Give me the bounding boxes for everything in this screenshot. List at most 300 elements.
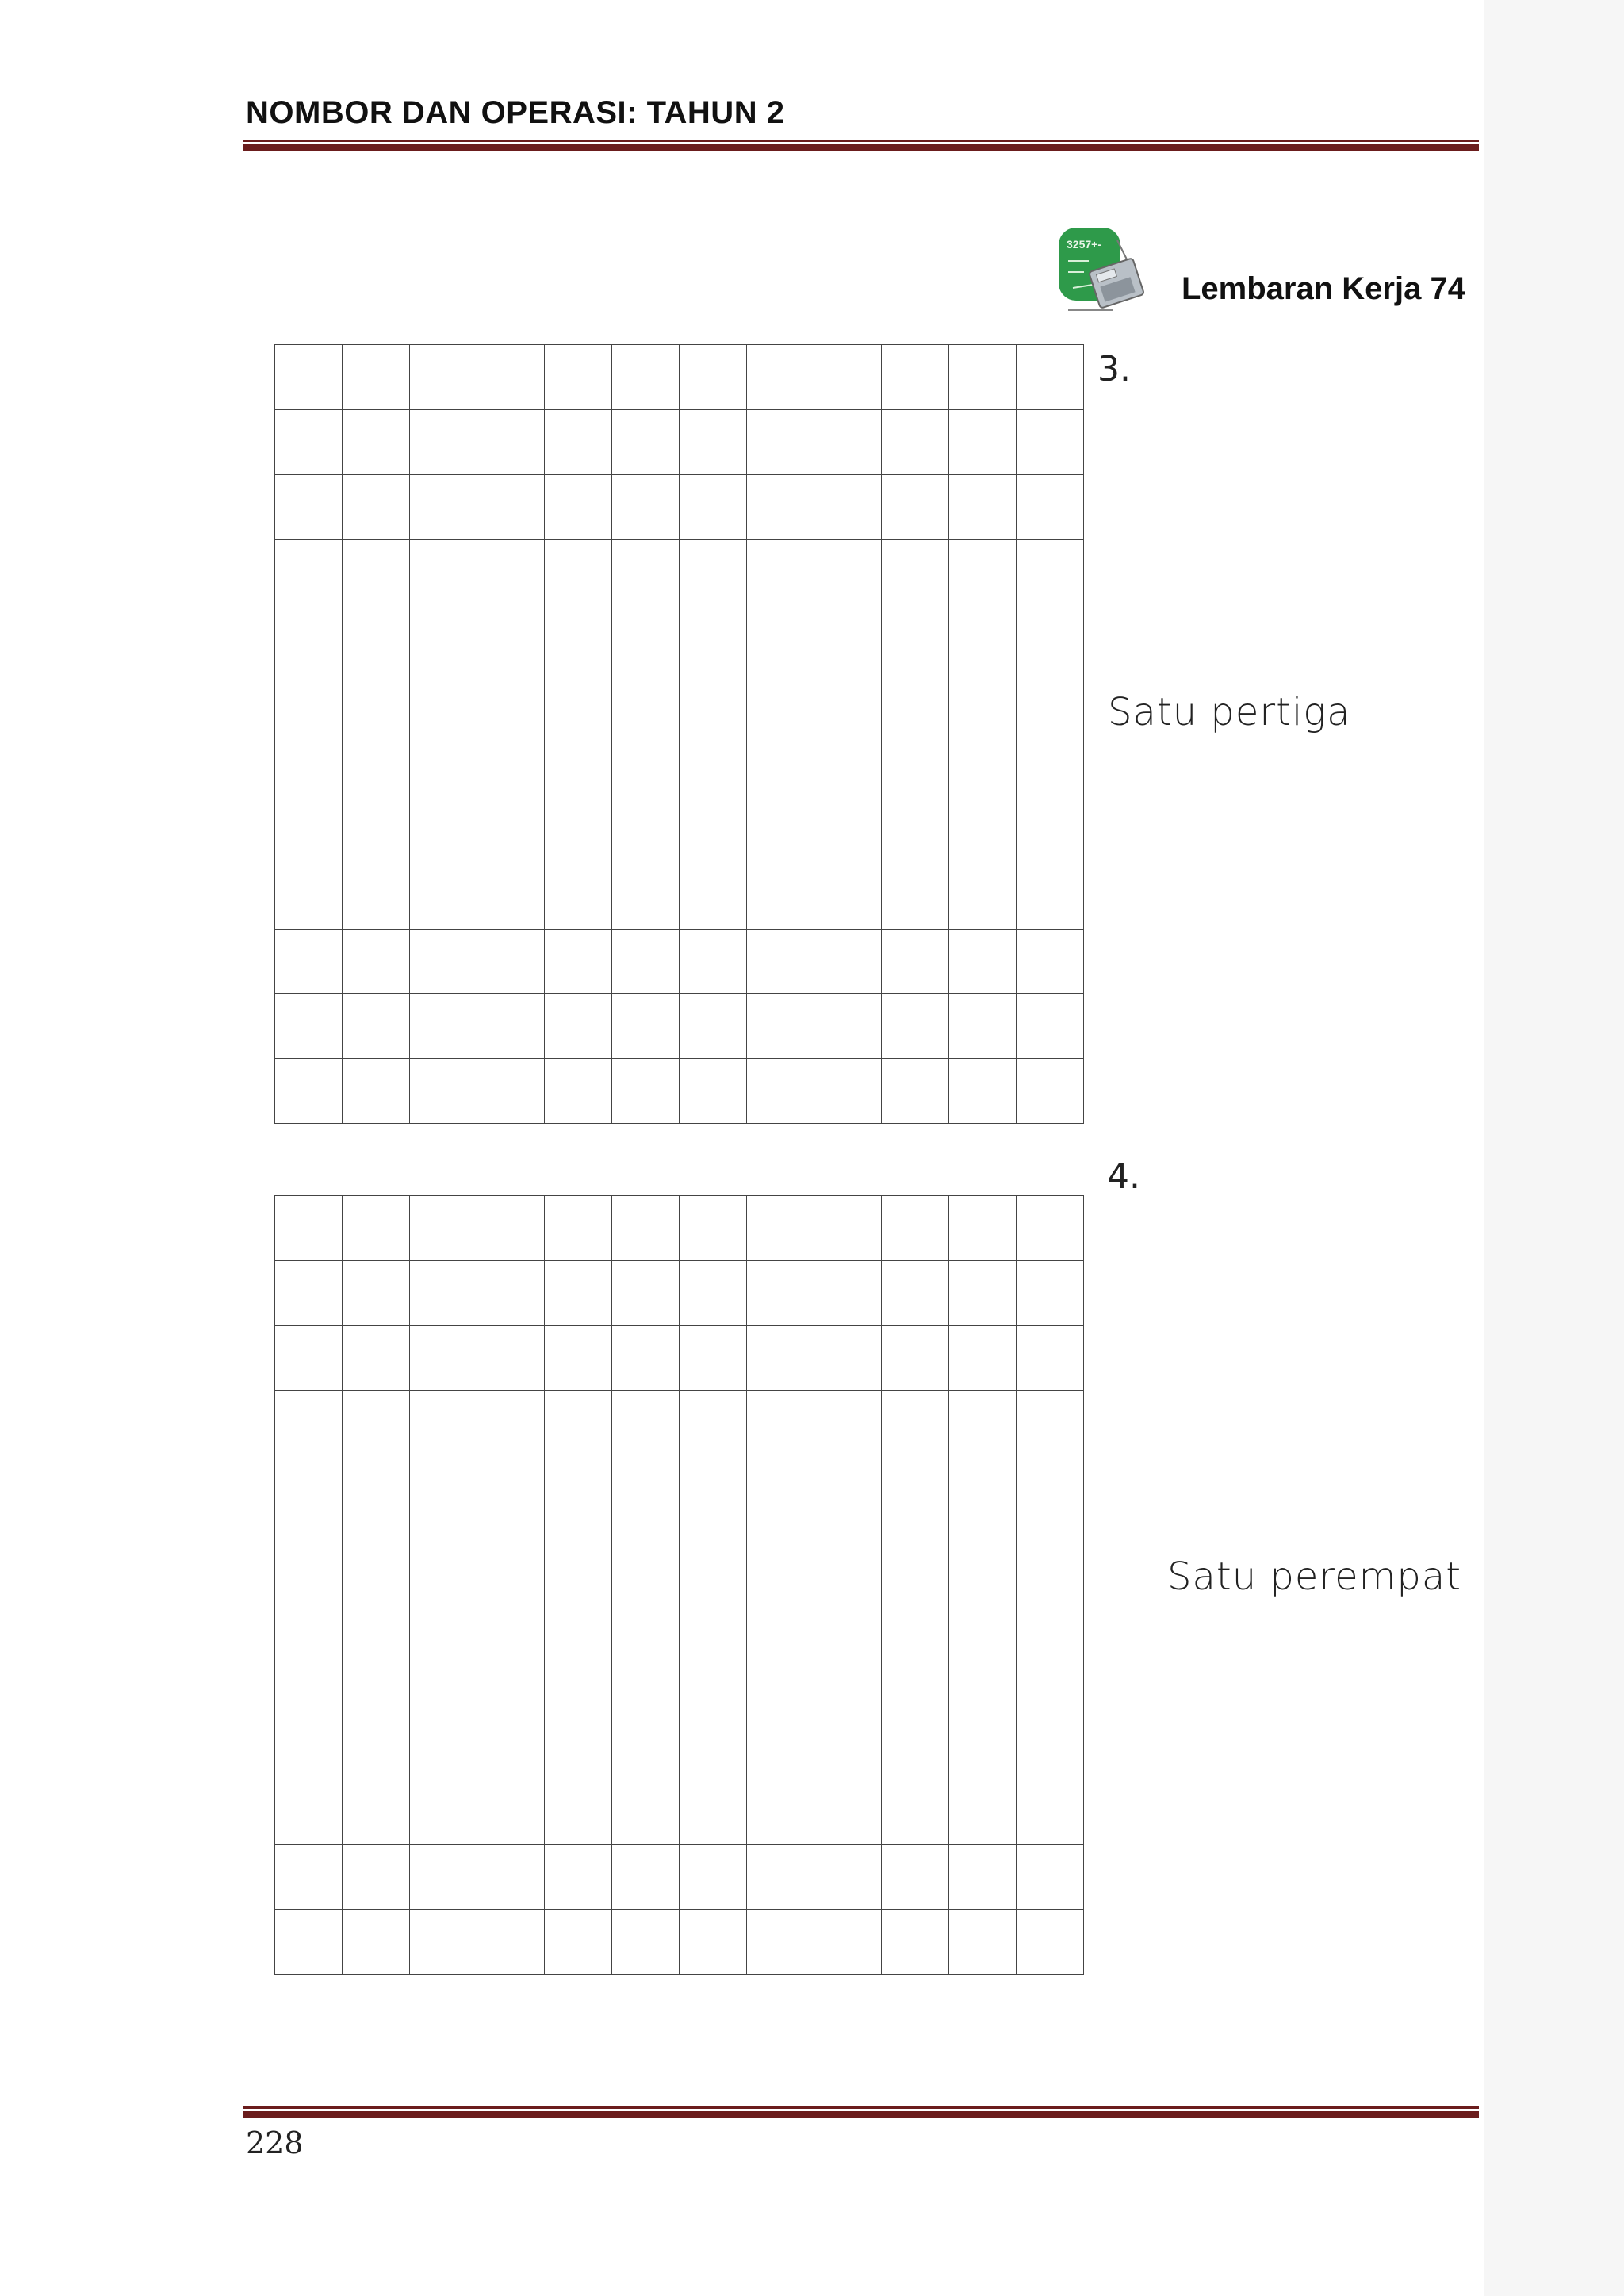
grid-cell[interactable] <box>1017 1326 1084 1391</box>
grid-cell[interactable] <box>545 345 612 410</box>
grid-cell[interactable] <box>612 1910 680 1975</box>
grid-cell[interactable] <box>949 1520 1017 1585</box>
grid-cell[interactable] <box>343 604 410 669</box>
grid-cell[interactable] <box>1017 1585 1084 1650</box>
grid-cell[interactable] <box>680 734 747 799</box>
grid-cell[interactable] <box>949 475 1017 540</box>
grid-cell[interactable] <box>545 604 612 669</box>
grid-cell[interactable] <box>1017 410 1084 475</box>
grid-cell[interactable] <box>410 475 477 540</box>
grid-cell[interactable] <box>477 1455 545 1520</box>
grid-cell[interactable] <box>1017 799 1084 864</box>
grid-cell[interactable] <box>410 1650 477 1715</box>
grid-cell[interactable] <box>949 864 1017 930</box>
grid-cell[interactable] <box>1017 345 1084 410</box>
grid-cell[interactable] <box>410 1455 477 1520</box>
grid-cell[interactable] <box>747 345 814 410</box>
grid-cell[interactable] <box>275 1455 343 1520</box>
grid-cell[interactable] <box>477 410 545 475</box>
grid-cell[interactable] <box>680 799 747 864</box>
grid-cell[interactable] <box>343 410 410 475</box>
grid-cell[interactable] <box>275 864 343 930</box>
grid-cell[interactable] <box>747 1845 814 1910</box>
grid-cell[interactable] <box>949 1261 1017 1326</box>
grid-cell[interactable] <box>612 540 680 605</box>
grid-cell[interactable] <box>882 1059 949 1124</box>
grid-cell[interactable] <box>545 475 612 540</box>
grid-cell[interactable] <box>747 799 814 864</box>
grid-cell[interactable] <box>275 540 343 605</box>
grid-cell[interactable] <box>477 799 545 864</box>
grid-cell[interactable] <box>612 1059 680 1124</box>
grid-cell[interactable] <box>343 930 410 995</box>
grid-cell[interactable] <box>747 1715 814 1780</box>
grid-cell[interactable] <box>1017 994 1084 1059</box>
grid-cell[interactable] <box>343 1650 410 1715</box>
grid-cell[interactable] <box>343 799 410 864</box>
grid-cell[interactable] <box>477 1780 545 1846</box>
grid-cell[interactable] <box>410 669 477 734</box>
grid-cell[interactable] <box>949 994 1017 1059</box>
grid-cell[interactable] <box>545 1455 612 1520</box>
grid-cell[interactable] <box>545 1059 612 1124</box>
grid-cell[interactable] <box>612 475 680 540</box>
grid-cell[interactable] <box>814 734 882 799</box>
grid-cell[interactable] <box>477 1910 545 1975</box>
grid-cell[interactable] <box>545 540 612 605</box>
grid-cell[interactable] <box>410 1585 477 1650</box>
grid-cell[interactable] <box>410 345 477 410</box>
grid-cell[interactable] <box>275 1585 343 1650</box>
grid-cell[interactable] <box>545 799 612 864</box>
grid-cell[interactable] <box>410 864 477 930</box>
grid-cell[interactable] <box>882 799 949 864</box>
grid-cell[interactable] <box>545 1910 612 1975</box>
grid-cell[interactable] <box>949 1650 1017 1715</box>
grid-cell[interactable] <box>343 1455 410 1520</box>
grid-cell[interactable] <box>477 1391 545 1456</box>
grid-cell[interactable] <box>680 1261 747 1326</box>
grid-cell[interactable] <box>814 1650 882 1715</box>
grid-cell[interactable] <box>275 734 343 799</box>
grid-cell[interactable] <box>882 1780 949 1846</box>
grid-cell[interactable] <box>680 930 747 995</box>
grid-cell[interactable] <box>612 1261 680 1326</box>
grid-cell[interactable] <box>747 1520 814 1585</box>
grid-cell[interactable] <box>814 799 882 864</box>
grid-cell[interactable] <box>275 604 343 669</box>
grid-cell[interactable] <box>343 540 410 605</box>
grid-cell[interactable] <box>343 1326 410 1391</box>
grid-cell[interactable] <box>814 345 882 410</box>
grid-cell[interactable] <box>612 1585 680 1650</box>
grid-cell[interactable] <box>612 1326 680 1391</box>
grid-cell[interactable] <box>1017 1059 1084 1124</box>
grid-cell[interactable] <box>410 930 477 995</box>
grid-cell[interactable] <box>882 734 949 799</box>
grid-cell[interactable] <box>612 1650 680 1715</box>
question-text: Satu pertiga <box>1108 690 1351 734</box>
grid-cell[interactable] <box>1017 1715 1084 1780</box>
grid-cell[interactable] <box>814 994 882 1059</box>
grid-cell[interactable] <box>275 1715 343 1780</box>
grid-cell[interactable] <box>545 1196 612 1261</box>
grid-cell[interactable] <box>545 1585 612 1650</box>
question-number: 3. <box>1097 349 1131 389</box>
grid-cell[interactable] <box>545 734 612 799</box>
grid-cell[interactable] <box>410 1520 477 1585</box>
grid-cell[interactable] <box>882 1845 949 1910</box>
grid-cell[interactable] <box>477 345 545 410</box>
grid-cell[interactable] <box>1017 1845 1084 1910</box>
grid-cell[interactable] <box>545 1520 612 1585</box>
grid-cell[interactable] <box>275 1780 343 1846</box>
grid-cell[interactable] <box>680 1780 747 1846</box>
grid-cell[interactable] <box>882 1650 949 1715</box>
grid-cell[interactable] <box>275 799 343 864</box>
grid-cell[interactable] <box>949 930 1017 995</box>
grid-cell[interactable] <box>612 930 680 995</box>
grid-cell[interactable] <box>1017 1650 1084 1715</box>
grid-cell[interactable] <box>343 1585 410 1650</box>
grid-cell[interactable] <box>949 669 1017 734</box>
grid-cell[interactable] <box>949 1326 1017 1391</box>
grid-cell[interactable] <box>949 410 1017 475</box>
grid-cell[interactable] <box>814 1196 882 1261</box>
grid-cell[interactable] <box>1017 1520 1084 1585</box>
grid-cell[interactable] <box>612 1845 680 1910</box>
grid-cell[interactable] <box>410 1845 477 1910</box>
grid-cell[interactable] <box>410 1261 477 1326</box>
grid-cell[interactable] <box>882 994 949 1059</box>
grid-cell[interactable] <box>410 1780 477 1846</box>
grid-cell[interactable] <box>882 669 949 734</box>
grid-cell[interactable] <box>545 1326 612 1391</box>
grid-cell[interactable] <box>882 1326 949 1391</box>
grid-cell[interactable] <box>814 930 882 995</box>
grid-cell[interactable] <box>949 540 1017 605</box>
grid-cell[interactable] <box>1017 930 1084 995</box>
grid-cell[interactable] <box>680 1196 747 1261</box>
grid-cell[interactable] <box>612 1455 680 1520</box>
grid-cell[interactable] <box>814 604 882 669</box>
grid-cell[interactable] <box>275 1391 343 1456</box>
grid-cell[interactable] <box>747 1455 814 1520</box>
grid-cell[interactable] <box>680 1910 747 1975</box>
question-text: Satu perempat <box>1167 1554 1462 1599</box>
grid-cell[interactable] <box>477 734 545 799</box>
grid-cell[interactable] <box>814 1780 882 1846</box>
grid-cell[interactable] <box>747 1261 814 1326</box>
grid-cell[interactable] <box>680 604 747 669</box>
grid-cell[interactable] <box>882 604 949 669</box>
grid-cell[interactable] <box>949 604 1017 669</box>
grid-cell[interactable] <box>477 1196 545 1261</box>
grid-cell[interactable] <box>747 1196 814 1261</box>
square-grid[interactable] <box>274 1195 1084 1975</box>
grid-cell[interactable] <box>882 540 949 605</box>
grid-cell[interactable] <box>680 1520 747 1585</box>
grid-cell[interactable] <box>949 1455 1017 1520</box>
footer-divider <box>243 2106 1479 2118</box>
grid-cell[interactable] <box>680 1715 747 1780</box>
grid-cell[interactable] <box>477 994 545 1059</box>
grid-cell[interactable] <box>275 1910 343 1975</box>
grid-cell[interactable] <box>275 1845 343 1910</box>
grid-cell[interactable] <box>477 1585 545 1650</box>
grid-cell[interactable] <box>680 864 747 930</box>
grid-cell[interactable] <box>612 799 680 864</box>
grid-cell[interactable] <box>612 1780 680 1846</box>
grid-cell[interactable] <box>747 1910 814 1975</box>
grid-cell[interactable] <box>343 864 410 930</box>
grid-cell[interactable] <box>747 475 814 540</box>
grid-cell[interactable] <box>949 1585 1017 1650</box>
grid-cell[interactable] <box>747 1391 814 1456</box>
grid-cell[interactable] <box>410 1910 477 1975</box>
grid-cell[interactable] <box>949 1780 1017 1846</box>
grid-cell[interactable] <box>814 1520 882 1585</box>
grid-cell[interactable] <box>1017 604 1084 669</box>
grid-cell[interactable] <box>747 864 814 930</box>
question-number: 4. <box>1107 1156 1140 1197</box>
grid-cell[interactable] <box>477 1715 545 1780</box>
grid-cell[interactable] <box>612 1391 680 1456</box>
grid-cell[interactable] <box>343 1520 410 1585</box>
grid-cell[interactable] <box>747 410 814 475</box>
grid-cell[interactable] <box>882 1455 949 1520</box>
grid-cell[interactable] <box>949 1910 1017 1975</box>
grid-cell[interactable] <box>814 669 882 734</box>
grid-cell[interactable] <box>814 475 882 540</box>
grid-cell[interactable] <box>882 1391 949 1456</box>
grid-cell[interactable] <box>477 1845 545 1910</box>
grid-cell[interactable] <box>1017 1391 1084 1456</box>
square-grid[interactable] <box>274 344 1084 1124</box>
grid-cell[interactable] <box>680 1650 747 1715</box>
grid-cell[interactable] <box>477 475 545 540</box>
grid-cell[interactable] <box>545 1715 612 1780</box>
grid-cell[interactable] <box>747 734 814 799</box>
grid-cell[interactable] <box>477 540 545 605</box>
grid-cell[interactable] <box>545 1261 612 1326</box>
grid-cell[interactable] <box>545 669 612 734</box>
grid-cell[interactable] <box>1017 734 1084 799</box>
grid-cell[interactable] <box>814 540 882 605</box>
grid-cell[interactable] <box>814 1455 882 1520</box>
grid-cell[interactable] <box>410 1391 477 1456</box>
grid-cell[interactable] <box>410 1326 477 1391</box>
grid-cell[interactable] <box>545 1391 612 1456</box>
grid-cell[interactable] <box>612 604 680 669</box>
grid-cell[interactable] <box>275 994 343 1059</box>
grid-cell[interactable] <box>680 540 747 605</box>
grid-cell[interactable] <box>747 1650 814 1715</box>
grid-cell[interactable] <box>343 1780 410 1846</box>
grid-cell[interactable] <box>949 799 1017 864</box>
grid-cell[interactable] <box>275 410 343 475</box>
grid-cell[interactable] <box>1017 475 1084 540</box>
grid-cell[interactable] <box>545 1780 612 1846</box>
grid-cell[interactable] <box>477 1261 545 1326</box>
page-number: 228 <box>246 2125 304 2160</box>
grid-cell[interactable] <box>1017 540 1084 605</box>
grid-cell[interactable] <box>747 1059 814 1124</box>
grid-cell[interactable] <box>343 1261 410 1326</box>
grid-cell[interactable] <box>545 1845 612 1910</box>
grid-cell[interactable] <box>275 1059 343 1124</box>
grid-cell[interactable] <box>882 1910 949 1975</box>
grid-cell[interactable] <box>343 1910 410 1975</box>
grid-cell[interactable] <box>275 1261 343 1326</box>
grid-cell[interactable] <box>949 345 1017 410</box>
grid-cell[interactable] <box>949 1391 1017 1456</box>
grid-cell[interactable] <box>1017 1261 1084 1326</box>
grid-cell[interactable] <box>612 1196 680 1261</box>
grid-cell[interactable] <box>612 1715 680 1780</box>
grid-cell[interactable] <box>814 410 882 475</box>
grid-cell[interactable] <box>343 1845 410 1910</box>
grid-cell[interactable] <box>477 1326 545 1391</box>
grid-cell[interactable] <box>343 994 410 1059</box>
grid-cell[interactable] <box>949 1845 1017 1910</box>
grid-cell[interactable] <box>1017 864 1084 930</box>
grid-cell[interactable] <box>343 1391 410 1456</box>
grid-cell[interactable] <box>410 734 477 799</box>
grid-cell[interactable] <box>747 1326 814 1391</box>
grid-cell[interactable] <box>814 1585 882 1650</box>
grid-cell[interactable] <box>1017 1780 1084 1846</box>
grid-cell[interactable] <box>343 1059 410 1124</box>
grid-cell[interactable] <box>275 1520 343 1585</box>
grid-cell[interactable] <box>747 669 814 734</box>
grid-cell[interactable] <box>410 1059 477 1124</box>
grid-cell[interactable] <box>680 410 747 475</box>
grid-cell[interactable] <box>410 994 477 1059</box>
grid-cell[interactable] <box>680 345 747 410</box>
grid-cell[interactable] <box>882 1520 949 1585</box>
grid-cell[interactable] <box>477 1650 545 1715</box>
grid-cell[interactable] <box>882 345 949 410</box>
grid-cell[interactable] <box>612 864 680 930</box>
grid-cell[interactable] <box>814 1715 882 1780</box>
grid-cell[interactable] <box>545 930 612 995</box>
grid-cell[interactable] <box>747 930 814 995</box>
grid-cell[interactable] <box>882 930 949 995</box>
grid-cell[interactable] <box>680 1326 747 1391</box>
grid-cell[interactable] <box>814 1845 882 1910</box>
grid-cell[interactable] <box>747 1585 814 1650</box>
grid-cell[interactable] <box>612 1520 680 1585</box>
grid-cell[interactable] <box>814 1059 882 1124</box>
grid-cell[interactable] <box>882 410 949 475</box>
grid-cell[interactable] <box>477 669 545 734</box>
grid-cell[interactable] <box>343 475 410 540</box>
grid-cell[interactable] <box>1017 1196 1084 1261</box>
grid-cell[interactable] <box>545 1650 612 1715</box>
grid-cell[interactable] <box>275 1196 343 1261</box>
grid-cell[interactable] <box>343 1196 410 1261</box>
icon-board-text: 3257+- <box>1067 238 1101 251</box>
grid-cell[interactable] <box>747 1780 814 1846</box>
grid-cell[interactable] <box>1017 1455 1084 1520</box>
grid-cell[interactable] <box>882 475 949 540</box>
grid-cell[interactable] <box>275 669 343 734</box>
grid-cell[interactable] <box>680 994 747 1059</box>
grid-cell[interactable] <box>477 864 545 930</box>
grid-cell[interactable] <box>343 734 410 799</box>
grid-cell[interactable] <box>612 734 680 799</box>
grid-cell[interactable] <box>410 604 477 669</box>
grid-cell[interactable] <box>343 345 410 410</box>
grid-cell[interactable] <box>410 410 477 475</box>
grid-cell[interactable] <box>814 864 882 930</box>
grid-cell[interactable] <box>410 799 477 864</box>
grid-cell[interactable] <box>680 475 747 540</box>
grid-cell[interactable] <box>680 1845 747 1910</box>
grid-cell[interactable] <box>680 1059 747 1124</box>
grid-cell[interactable] <box>814 1391 882 1456</box>
grid-cell[interactable] <box>747 540 814 605</box>
grid-cell[interactable] <box>814 1326 882 1391</box>
grid-cell[interactable] <box>410 1196 477 1261</box>
grid-cell[interactable] <box>882 1261 949 1326</box>
grid-cell[interactable] <box>612 669 680 734</box>
grid-cell[interactable] <box>477 604 545 669</box>
grid-cell[interactable] <box>477 1059 545 1124</box>
grid-cell[interactable] <box>747 994 814 1059</box>
grid-cell[interactable] <box>680 669 747 734</box>
grid-cell[interactable] <box>949 1196 1017 1261</box>
grid-cell[interactable] <box>814 1910 882 1975</box>
grid-cell[interactable] <box>612 410 680 475</box>
grid-cell[interactable] <box>814 1261 882 1326</box>
grid-cell[interactable] <box>612 994 680 1059</box>
page-header-title: NOMBOR DAN OPERASI: TAHUN 2 <box>246 95 785 130</box>
grid-cell[interactable] <box>949 734 1017 799</box>
grid-cell[interactable] <box>949 1059 1017 1124</box>
grid-cell[interactable] <box>1017 669 1084 734</box>
grid-cell[interactable] <box>477 930 545 995</box>
grid-cell[interactable] <box>1017 1910 1084 1975</box>
grid-cell[interactable] <box>343 669 410 734</box>
grid-cell[interactable] <box>410 540 477 605</box>
grid-cell[interactable] <box>545 864 612 930</box>
grid-cell[interactable] <box>882 1585 949 1650</box>
grid-cell[interactable] <box>949 1715 1017 1780</box>
grid-cell[interactable] <box>747 604 814 669</box>
grid-cell[interactable] <box>275 345 343 410</box>
grid-cell[interactable] <box>275 1326 343 1391</box>
grid-cell[interactable] <box>275 475 343 540</box>
header-divider <box>243 140 1479 151</box>
grid-cell[interactable] <box>882 1196 949 1261</box>
grid-cell[interactable] <box>545 994 612 1059</box>
grid-cell[interactable] <box>680 1585 747 1650</box>
grid-cell[interactable] <box>410 1715 477 1780</box>
grid-cell[interactable] <box>680 1391 747 1456</box>
math-calculator-icon <box>1057 224 1144 316</box>
grid-cell[interactable] <box>882 1715 949 1780</box>
grid-cell[interactable] <box>882 864 949 930</box>
grid-cell[interactable] <box>545 410 612 475</box>
grid-cell[interactable] <box>275 1650 343 1715</box>
grid-cell[interactable] <box>612 345 680 410</box>
grid-cell[interactable] <box>275 930 343 995</box>
grid-cell[interactable] <box>680 1455 747 1520</box>
grid-cell[interactable] <box>477 1520 545 1585</box>
grid-cell[interactable] <box>343 1715 410 1780</box>
